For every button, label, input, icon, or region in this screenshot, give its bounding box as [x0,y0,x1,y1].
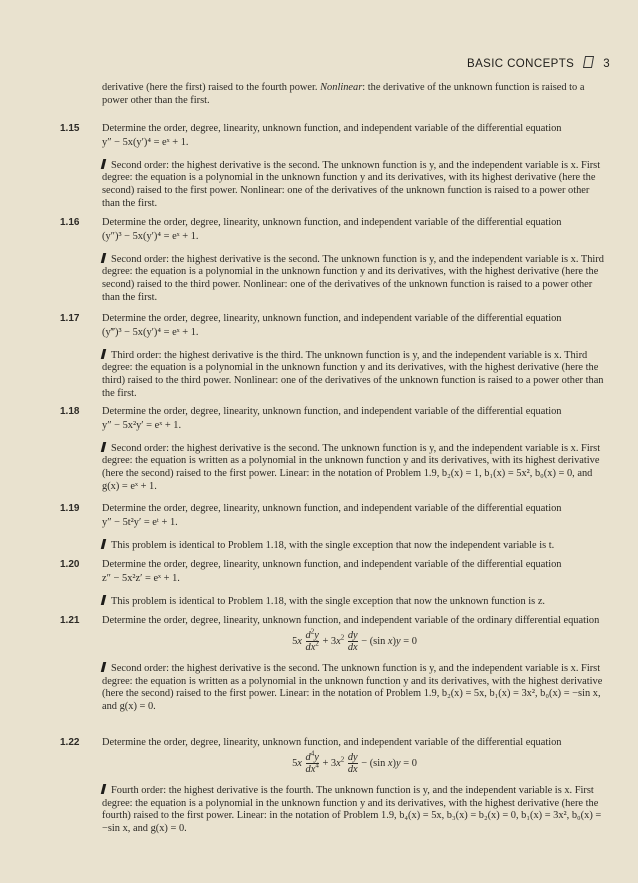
second-derivative-fraction: $\frac{d^2y}{dx^2}$ [305,627,319,653]
problem-question: Determine the order, degree, linearity, unknown function, and independent variable of the differential equation [102,123,562,134]
problem-question: Determine the order, degree, linearity, unknown function, and independent variable of the ordinary differential equation [102,615,600,626]
first-derivative-fraction: $\frac{dy}{dx}$ [347,629,358,653]
problem-equation: y″ − 5x(y′)⁴ = eˣ + 1. [102,136,189,148]
problem-equation: (y″)³ − 5x(y′)⁴ = eˣ + 1. [102,230,199,242]
problem-answer: This problem is identical to Problem 1.18, with the single exception that now the independent variable is t. [111,539,555,551]
problem-equation: 5x $\frac{d^4y}{dx^4}$ + $3x^2$ $\frac{dy}{dx}$ − (sin x)y = 0 [292,749,417,775]
problem-answer: Second order: the highest derivative is the second. The unknown function is y, and the independent variable is x. First degree: the equation is a polynomial in the unknown function y and its derivatives, with its highest derivative (here the second) raised to the first power. Nonlinear: one of the derivatives of the unknown function is raised to a power other than the first. [102,159,601,209]
problem-number: 1.17 [60,313,80,324]
problem-question: Determine the order, degree, linearity, unknown function, and independent variable of the differential equation [102,559,562,570]
problem-answer: Second order: the highest derivative is the second. The unknown function is y, and the independent variable is x. First degree: the equation is written as a polynomial in the unknown function y and its derivatives, with its highest derivative (here the second) raised to the first power. Linear: in the notation of Problem 1.9, b₂(x) = 1, b₁(x) = 5x², b₀(x) = 0, and g(x) = eˣ + 1. [102,442,601,492]
problem-answer: Second order: the highest derivative is the second. The unknown function is y, and the independent variable is x. Third degree: the equation is a polynomial in the unknown function y and its derivatives, with the highest derivative (here the second) raised to the third power. Nonlinear: one of the derivatives of the unknown function is raised to a power other than the first. [102,253,604,303]
solution-marker-icon [101,662,106,672]
section-box-icon [583,56,594,68]
solution-marker-icon [101,442,106,452]
problem-number: 1.18 [60,406,80,417]
problem-equation: (y‴)³ − 5x(y′)⁴ = eˣ + 1. [102,326,199,338]
solution-marker-icon [101,539,106,549]
problem-answer: Second order: the highest derivative is the second. The unknown function is y, and the independent variable is x. First degree: the equation is written as a polynomial in the unknown function y and its derivatives, with the highest derivative (here the second) raised to the first power. Linear: in the notation of Problem 1.9, b₂(x) = 5x, b₁(x) = 3x², b₀(x) = −sin x, and g(x) = 0. [102,662,603,713]
solution-marker-icon [101,784,106,794]
solution-marker-icon [101,595,106,605]
problem-equation: y″ − 5t²y′ = eᵗ + 1. [102,516,178,528]
problem-question: Determine the order, degree, linearity, unknown function, and independent variable of the differential equation [102,406,562,417]
problem-question: Determine the order, degree, linearity, unknown function, and independent variable of the differential equation [102,737,562,748]
solution-marker-icon [101,253,106,263]
problem-answer: This problem is identical to Problem 1.18, with the single exception that now the unknown function is z. [111,595,546,607]
problem-number: 1.20 [60,559,80,570]
fourth-derivative-fraction: $\frac{d^4y}{dx^4}$ [305,749,319,775]
problem-question: Determine the order, degree, linearity, unknown function, and independent variable of the differential equation [102,313,562,324]
problem-equation: y″ − 5x²y′ = eˣ + 1. [102,419,182,431]
solution-marker-icon [101,159,106,169]
problem-equation: z″ − 5x²z′ = eˣ + 1. [102,572,180,584]
problem-question: Determine the order, degree, linearity, unknown function, and independent variable of the differential equation [102,503,562,514]
problem-equation: 5x $\frac{d^2y}{dx^2}$ + $3x^2$ $\frac{dy}{dx}$ − (sin x)y = 0 [292,627,417,653]
problem-number: 1.15 [60,123,80,134]
problem-number: 1.16 [60,217,80,228]
problem-answer: Third order: the highest derivative is the third. The unknown function is y, and the independent variable is x. Third degree: the equation is a polynomial in the unknown function y and its derivatives, with the highest derivative (here the third) raised to the third power. Nonlinear: one of the derivatives of the unknown function is raised to a power other than the first. [102,349,604,399]
problem-answer: Fourth order: the highest derivative is the fourth. The unknown function is y, and the independent variable is x. First degree: the equation is a polynomial in the unknown function y and its derivatives, with the highest derivative (here the fourth) raised to the first power. Linear: in the notation of Problem 1.9, b₄(x) = 5x, b₃(x) = b₂(x) = 0, b₁(x) = 3x², b₀(x) = −sin x, and g(x) = 0. [102,784,602,835]
intro-continuation: derivative (here the first) raised to the fourth power. Nonlinear: the derivative of the unknown function is raised to a power other than the first. [102,82,585,106]
problem-number: 1.19 [60,503,80,514]
problem-number: 1.22 [60,737,80,748]
page-number: 3 [603,58,610,70]
solution-marker-icon [101,349,106,359]
running-title: BASIC CONCEPTS [467,58,575,70]
running-header [467,56,610,71]
first-derivative-fraction: $\frac{dy}{dx}$ [347,751,358,775]
problem-number: 1.21 [60,615,80,626]
problem-question: Determine the order, degree, linearity, unknown function, and independent variable of the differential equation [102,217,562,228]
